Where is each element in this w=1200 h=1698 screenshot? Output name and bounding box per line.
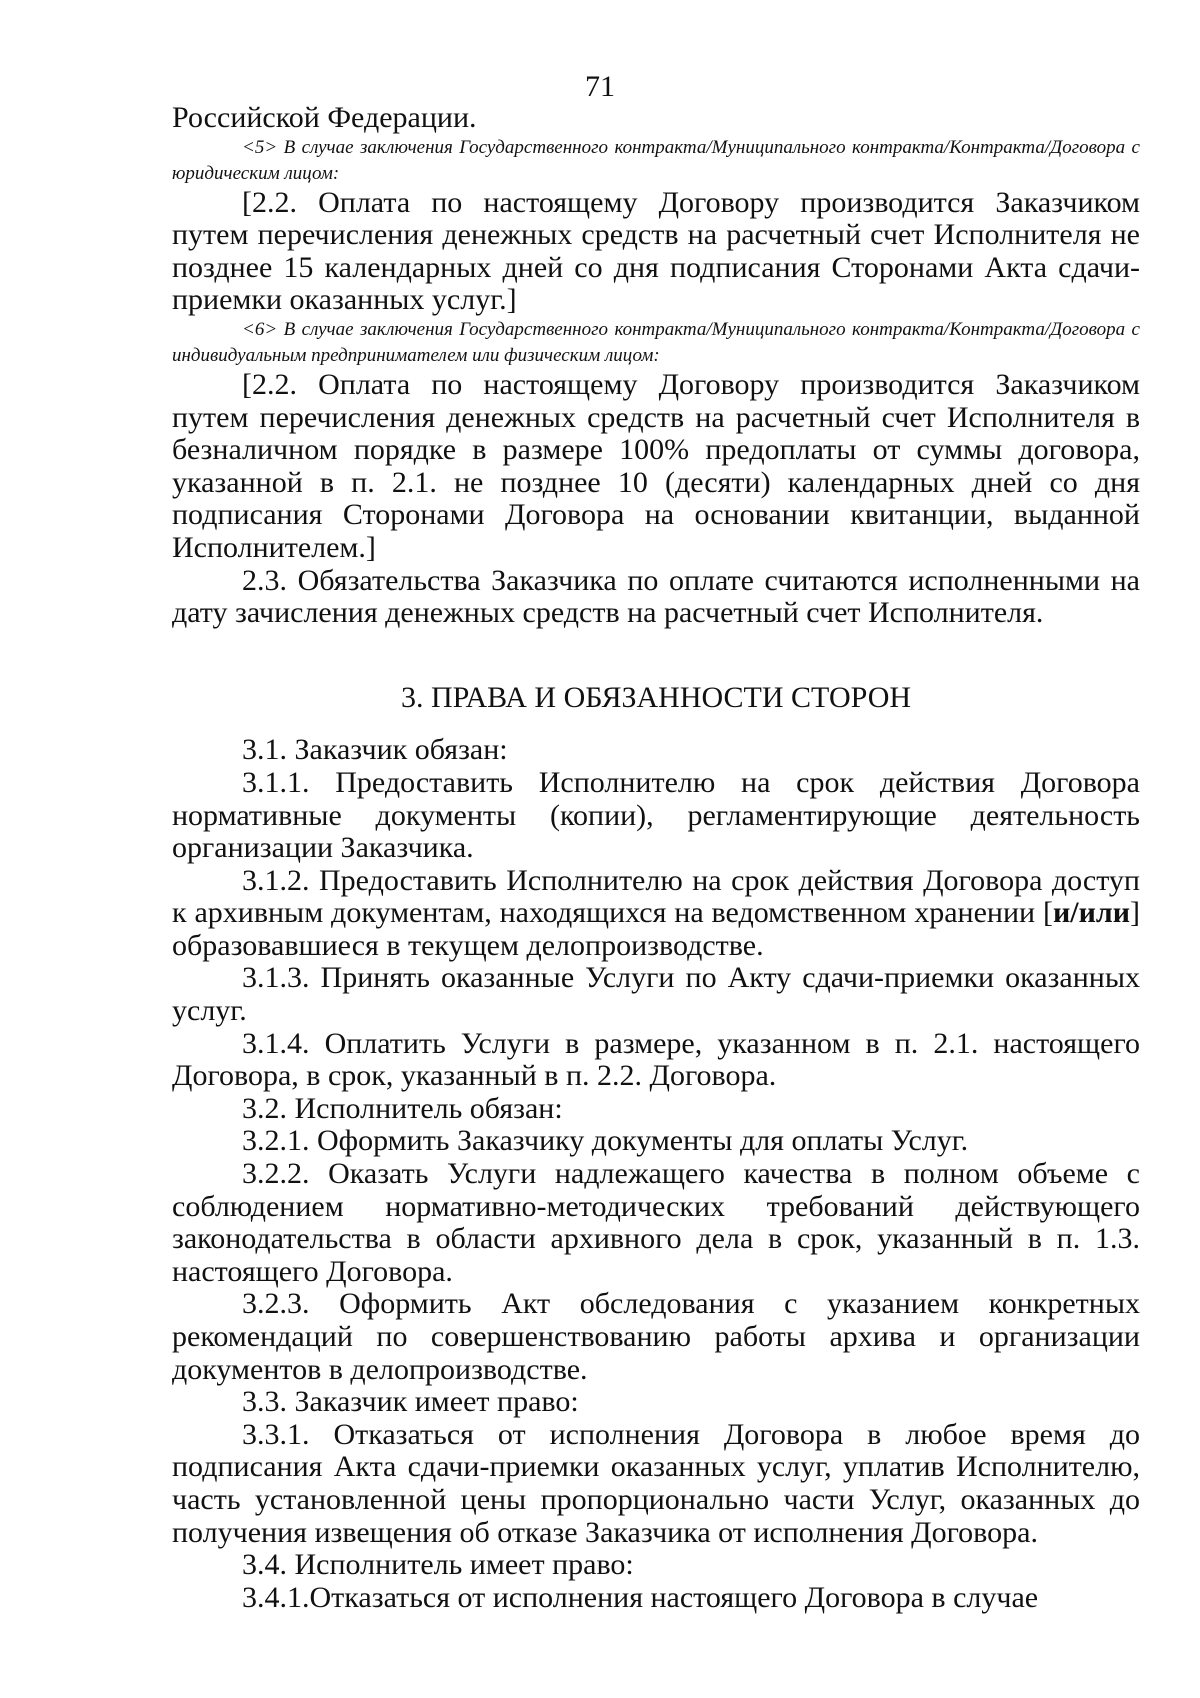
paragraph-2-3: 2.3. Обязательства Заказчика по оплате считаются исполненными на дату зачисления денежных средств на расчетный счет Исполнителя. [172, 563, 1140, 630]
footnote-text-5: В случае заключения Государственного контракта/Муниципального контракта/Контракта/Договора с юридическим лицом: [172, 136, 1140, 184]
paragraph-3-2-3: 3.2.3. Оформить Акт обследования с указанием конкретных рекомендаций по совершенствованию работы архива и организации документов в делопроизводстве. [172, 1287, 1140, 1386]
paragraph-3-3-1: 3.3.1. Отказаться от исполнения Договора в любое время до подписания Акта сдачи-приемки оказанных услуг, уплатив Исполнителю, часть установленной цены пропорционально части Услуг, оказанных до получения извещения об отказе Заказчика от исполнения Договора. [172, 1417, 1140, 1549]
paragraph-3-4-1: 3.4.1.Отказаться от исполнения настоящего Договора в случае [242, 1580, 1039, 1614]
paragraph-3-2-2: 3.2.2. Оказать Услуги надлежащего качества в полном объеме с соблюдением нормативно-методических требований действующего законодательства в области архивного дела в срок, указанный в п. 1.3. настоящего Договора. [172, 1157, 1140, 1288]
paragraph-3-1-1: 3.1.1. Предоставить Исполнителю на срок действия Договора нормативные документы (копии), регламентирующие деятельность организации Заказчика. [172, 765, 1140, 865]
footnote-marker-6: <6> [242, 318, 278, 340]
paragraph-federation: Российской Федерации. [172, 101, 477, 134]
paragraph-3-1-3: 3.1.3. Принять оказанные Услуги по Акту сдачи-приемки оказанных услуг. [172, 961, 1140, 1028]
paragraph-3-4: 3.4. Исполнитель имеет право: [242, 1548, 634, 1582]
paragraph-3-3: 3.3. Заказчик имеет право: [242, 1385, 579, 1419]
paragraph-3-1-2-start: 3.1.2. Предоставить Исполнителю на срок действия Договора доступ к архивным документам, находящихся на ведомственном хранении [ [172, 863, 1140, 930]
paragraph-3-1-2 [172, 865, 1140, 963]
section-heading-3: 3. ПРАВА И ОБЯЗАННОСТИ СТОРОН [400, 680, 912, 714]
footnote-5 [172, 135, 1140, 187]
document-body [172, 102, 1140, 1614]
paragraph-3-1: 3.1. Заказчик обязан: [242, 733, 508, 767]
paragraph-3-1-4: 3.1.4. Оплатить Услуги в размере, указанном в п. 2.1. настоящего Договора, в срок, указанный в п. 2.2. Договора. [172, 1026, 1140, 1093]
footnote-text-6: В случае заключения Государственного контракта/Муниципального контракта/Контракта/Договора с индивидуальным предпринимателем или физическим лицом: [172, 318, 1140, 366]
paragraph-2-2-individual: [2.2. Оплата по настоящему Договору производится Заказчиком путем перечисления денежных средств на расчетный счет Исполнителя в безналичном порядке в размере 100% предоплаты от суммы договора, указанной в п. 2.1. не позднее 10 (десяти) календарных дней со дня подписания Сторонами Договора на основании квитанции, выданной Исполнителем.] [172, 367, 1140, 564]
footnote-marker-5: <5> [242, 136, 278, 158]
paragraph-3-2: 3.2. Исполнитель обязан: [242, 1091, 563, 1125]
paragraph-3-2-1: 3.2.1. Оформить Заказчику документы для оплаты Услуг. [242, 1124, 969, 1158]
paragraph-3-1-2-bold: и/или [1052, 896, 1130, 930]
page-number: 71 [585, 70, 615, 103]
paragraph-3-1-2-end: ] образовавшиеся в текущем делопроизводстве. [172, 896, 1140, 962]
footnote-6 [172, 317, 1140, 369]
paragraph-2-2-legal-entity: [2.2. Оплата по настоящему Договору производится Заказчиком путем перечисления денежных средств на расчетный счет Исполнителя не позднее 15 календарных дней со дня подписания Сторонами Акта сдачи-приемки оказанных услуг.] [172, 185, 1140, 317]
